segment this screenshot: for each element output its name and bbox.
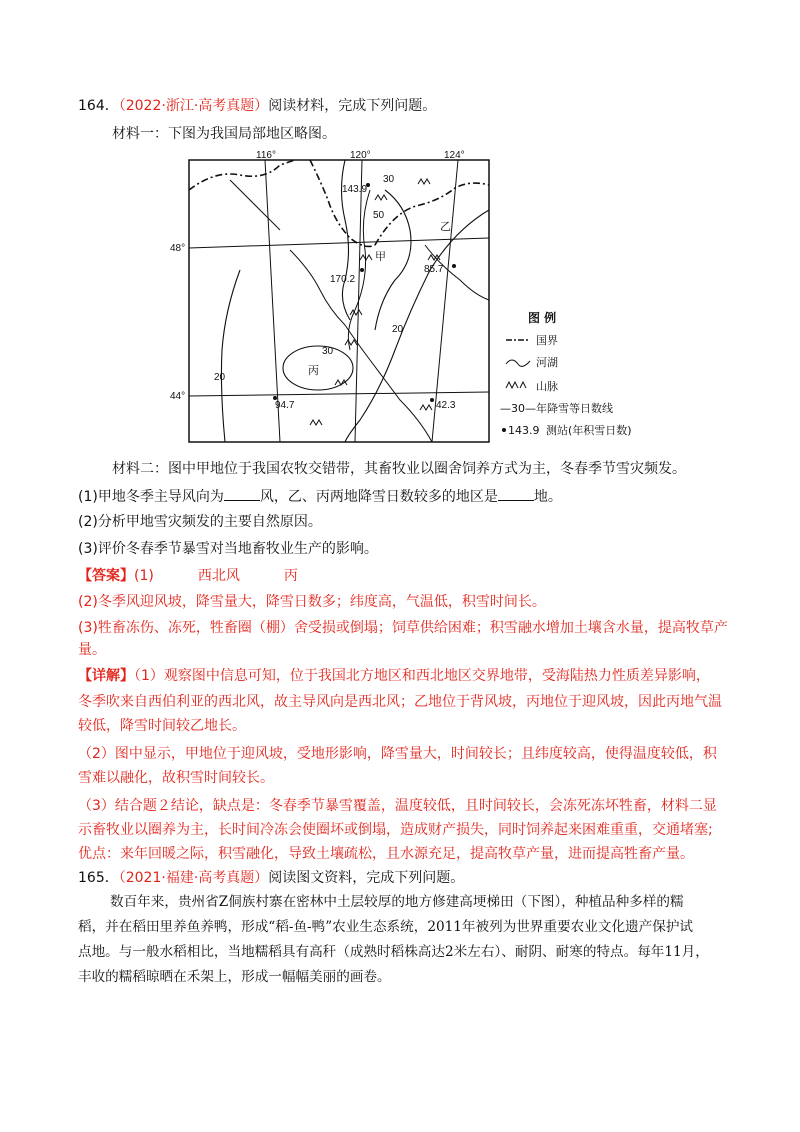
q164-answer2: (2)冬季风迎风坡，降雪量大，降雪日数多；纬度高，气温低，积雪时间长。 (78, 594, 546, 610)
q165-paragraph-line3: 点地。与一般水稻相比，当地糯稻具有高秆（成熟时稻株高达2米左右）、耐阴、耐寒的特点。每年11月， (78, 944, 709, 960)
q165-number: 165． (78, 870, 119, 886)
place-bing: 丙 (308, 364, 319, 377)
river-west (230, 180, 280, 230)
legend-title: 图 例 (528, 311, 557, 325)
region-map-svg (170, 150, 660, 450)
q164-detail2-line2: 雪难以融化，故积雪时间较长。 (78, 770, 274, 786)
legend-station-label: 测站(年积雪日数) (546, 424, 632, 437)
legend-mountain-label: 山脉 (536, 380, 558, 393)
q164-material1: 材料一：下图为我国局部地区略图。 (112, 126, 336, 142)
q164-detail3-line1: （3）结合题２结论，缺点是：冬春季节暴雪覆盖，温度较低，且时间较长，会冻死冻坏牲畜，材料二显 (78, 798, 717, 814)
q164-sub1 (78, 486, 562, 507)
parallel-48 (189, 238, 489, 248)
answer1-wind: 西北风 (197, 568, 240, 584)
q164-detail1-line1 (78, 666, 710, 686)
q164-header (78, 96, 436, 116)
isoline-label-50: 50 (373, 210, 385, 221)
q164-number: 164． (78, 98, 119, 114)
legend-isoline-number: —30— (500, 402, 536, 415)
legend-border-label: 国界 (536, 334, 558, 347)
isoline-20-west (221, 270, 240, 442)
q165-paragraph-line2: 稻，并在稻田里养鱼养鸭，形成“稻-鱼-鸭”农业生态系统，2011年被列为世界重要农业文化遗产保护试 (78, 919, 694, 935)
q164-detail1-line2: 冬季吹来自西伯利亚的西北风，故主导风向是西北风；乙地位于背风坡，丙地位于迎风坡，因此丙地气温 (78, 694, 722, 710)
lon-label-120: 120° (350, 150, 371, 161)
q164-sub1-b: 风，乙、丙两地降雪日数较多的地区是 (259, 489, 498, 505)
isoline-label-20: 20 (392, 324, 404, 335)
station-170-2: 170.2 (330, 274, 356, 285)
q164-detail3-line3: 优点：来年回暖之际，积雪融化，导致土壤疏松，且水源充足，提高牧草产量，进而提高牲畜产量。 (78, 846, 694, 862)
place-yi: 乙 (440, 220, 451, 233)
answer-label: 【答案】 (78, 568, 134, 584)
q165-prompt: 阅读图文资料，完成下列问题。 (268, 870, 465, 886)
detail-label: 【详解】 (78, 668, 134, 684)
q165-header (78, 868, 464, 888)
legend-station-number: 143.9 (508, 424, 540, 437)
region-map (170, 150, 660, 450)
lon-label-116: 116° (256, 150, 276, 161)
q164-answer3-line1: (3)牲畜冻伤、冻死，牲畜圈（棚）舍受损或倒塌；饲草供给困难；积雪融水增加土壤含水量，提高牧草产 (78, 620, 728, 636)
lat-label-44: 44° (170, 391, 186, 402)
isoline-label-30: 30 (383, 174, 395, 185)
lon-label-124: 124° (444, 150, 465, 161)
legend-station-dot (502, 428, 506, 432)
isoline-label-30-south: 30 (322, 346, 334, 357)
isoline-label-20-west: 20 (214, 372, 226, 383)
answer1-place: 丙 (283, 568, 298, 584)
q164-source: （2022·浙江·高考真题） (118, 98, 269, 114)
q164-material2: 材料二：图中甲地位于我国农牧交错带，其畜牧业以圈舍饲养方式为主，冬春季节雪灾频发。 (112, 461, 686, 477)
answer1-number: (1) (134, 568, 154, 584)
q165-paragraph-line4: 丰收的糯稻晾晒在禾架上，形成一幅幅美丽的画卷。 (78, 969, 391, 985)
legend-isoline-label: 年降雪等日数线 (536, 402, 613, 415)
station-85-7: 85.7 (424, 264, 444, 275)
place-jia: 甲 (375, 250, 386, 263)
q164-detail1-line3: 较低，降雪时间较乙地长。 (78, 718, 246, 734)
station-42-3: 42.3 (436, 400, 456, 411)
isoline-20-east (345, 210, 489, 442)
legend-mountain-icon (506, 382, 526, 388)
q164-detail2-line1: （2）图中显示，甲地位于迎风坡，受地形影响，降雪量大，时间较长；且纬度较高，使得温度较低，积 (78, 746, 717, 762)
q164-sub1-a: (1)甲地冬季主导风向为 (78, 489, 224, 505)
q164-answer3-line2: 量。 (78, 642, 106, 658)
station-143-9: 143.9 (342, 184, 368, 195)
q164-answer1 (78, 566, 298, 586)
national-border-east (375, 183, 489, 245)
legend-river-icon (506, 360, 530, 366)
lat-label-48: 48° (170, 243, 186, 254)
q164-sub3: (3)评价冬春季节暴雪对当地畜牧业生产的影响。 (78, 541, 378, 557)
q165-paragraph-line1: 数百年来，贵州省Z侗族村寨在密林中土层较厚的地方修建高埂梯田（下图），种植品种多样的糯 (110, 894, 684, 910)
q164-detail3-line2: 示畜牧业以圈养为主，长时间冷冻会使圈坏或倒塌，造成财产损失，同时饲养起来困难重重，交通堵塞; (78, 822, 713, 838)
answer-blank-2 (498, 486, 534, 501)
q164-sub2: (2)分析甲地雪灾频发的主要自然原因。 (78, 514, 322, 530)
q164-prompt: 阅读材料，完成下列问题。 (268, 98, 437, 114)
detail1-text: （1）观察图中信息可知，位于我国北方地区和西北地区交界地带，受海陆热力性质差异影响， (134, 668, 710, 684)
station-94-7: 94.7 (275, 400, 295, 411)
q164-sub1-c: 地。 (533, 489, 562, 505)
parallel-44 (189, 392, 489, 396)
answer-blank-1 (224, 486, 260, 501)
q165-source: （2021·福建·高考真题） (118, 870, 269, 886)
legend-river-label: 河湖 (536, 356, 558, 369)
